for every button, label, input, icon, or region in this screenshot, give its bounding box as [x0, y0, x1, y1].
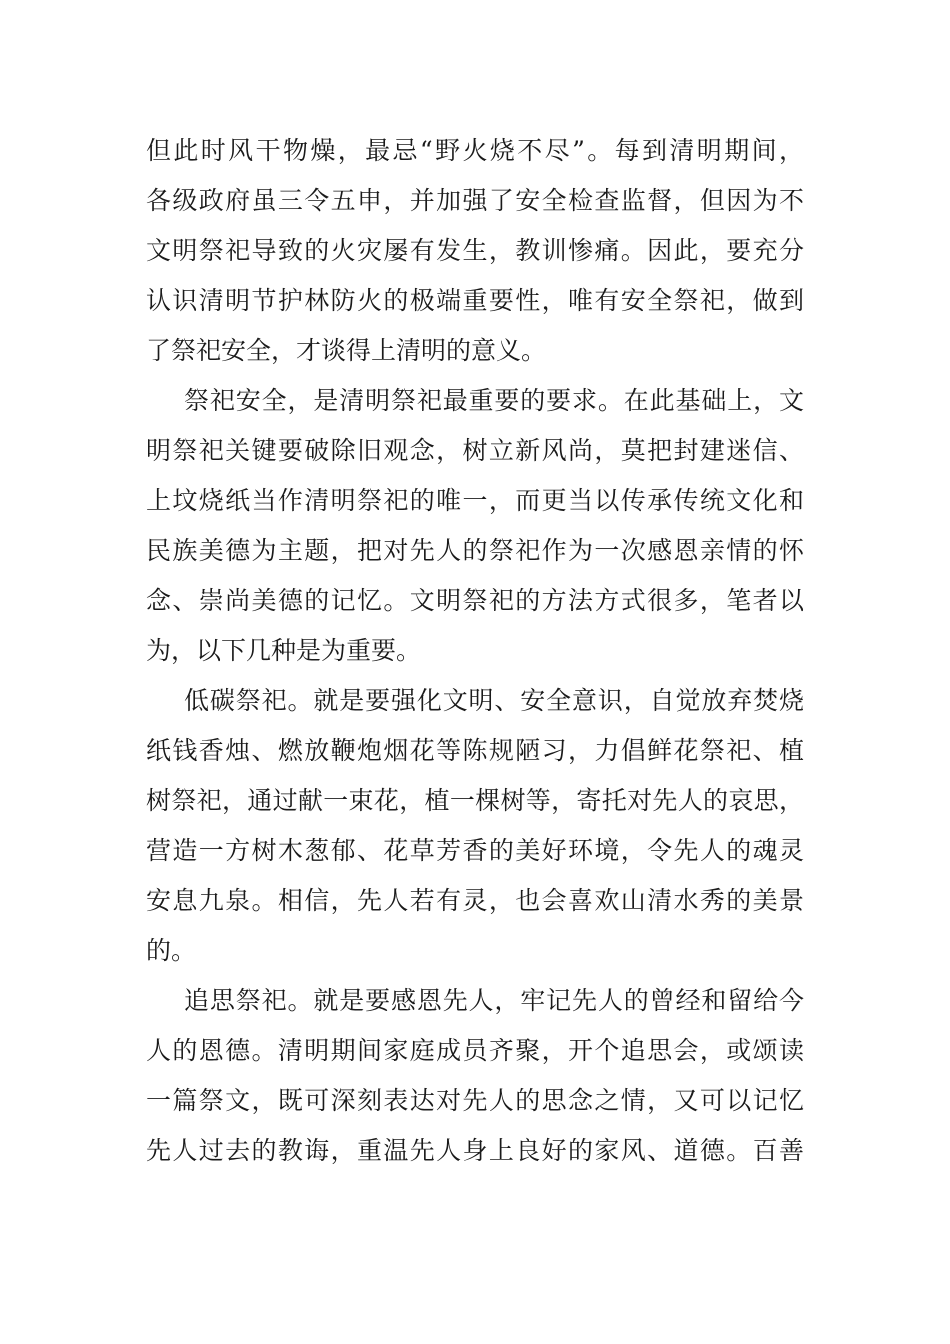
text-line: 追思祭祀。就是要感恩先人，牢记先人的曾经和留给今 [184, 986, 804, 1015]
text-line: 认识清明节护林防火的极端重要性，唯有安全祭祀，做到 [146, 286, 804, 315]
text-line: 先人过去的教诲，重温先人身上良好的家风、道德。百善 [146, 1136, 804, 1165]
text-line: 的。 [146, 936, 197, 965]
text-line: 各级政府虽三令五申，并加强了安全检查监督，但因为不 [146, 186, 804, 215]
paragraph [146, 126, 804, 376]
text-line: 树祭祀，通过献一束花，植一棵树等，寄托对先人的哀思， [146, 786, 804, 815]
text-line: 人的恩德。清明期间家庭成员齐聚，开个追思会，或颂读 [146, 1036, 804, 1065]
text-line: 安息九泉。相信，先人若有灵，也会喜欢山清水秀的美景 [146, 886, 804, 915]
text-line: 上坟烧纸当作清明祭祀的唯一，而更当以传承传统文化和 [146, 486, 804, 515]
text-line: 念、崇尚美德的记忆。文明祭祀的方法方式很多，笔者以 [146, 586, 804, 615]
paragraph [146, 376, 804, 676]
text-line: 低碳祭祀。就是要强化文明、安全意识，自觉放弃焚烧 [184, 686, 804, 715]
text-line: 纸钱香烛、燃放鞭炮烟花等陈规陋习，力倡鲜花祭祀、植 [146, 736, 804, 765]
text-line: 祭祀安全，是清明祭祀最重要的要求。在此基础上，文 [184, 386, 804, 415]
text-line: 一篇祭文，既可深刻表达对先人的思念之情，又可以记忆 [146, 1086, 804, 1115]
paragraph [146, 676, 804, 976]
text-line: 民族美德为主题，把对先人的祭祀作为一次感恩亲情的怀 [146, 536, 804, 565]
document-body [146, 126, 804, 1176]
text-line: 了祭祀安全，才谈得上清明的意义。 [146, 336, 547, 365]
text-line: 明祭祀关键要破除旧观念，树立新风尚，莫把封建迷信、 [146, 436, 804, 465]
text-line: 为，以下几种是为重要。 [146, 636, 422, 665]
text-line: 但此时风干物燥，最忌“野火烧不尽”。每到清明期间， [146, 136, 804, 165]
text-line: 文明祭祀导致的火灾屡有发生，教训惨痛。因此，要充分 [146, 236, 804, 265]
paragraph [146, 976, 804, 1176]
text-line: 营造一方树木葱郁、花草芳香的美好环境，令先人的魂灵 [146, 836, 804, 865]
